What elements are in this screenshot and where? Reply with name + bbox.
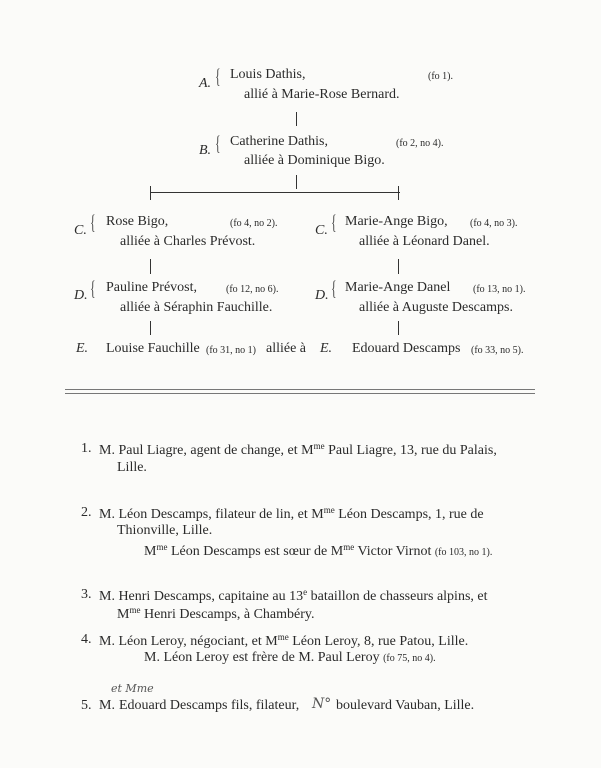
folio-ref-c-left: (fo 4, no 2). [230, 218, 278, 229]
generation-label-d-left: D. [74, 288, 88, 303]
entry-line: M. [99, 698, 115, 713]
brace-c-right: { [331, 210, 337, 234]
entry-line: Lille. [117, 460, 147, 475]
spouse-c-right: alliée à Léonard Danel. [359, 234, 490, 249]
brace-b: { [215, 131, 221, 155]
spouse-d-right: alliée à Auguste Descamps. [359, 300, 513, 315]
entry-line: boulevard Vauban, Lille. [336, 698, 475, 713]
brace-d-right: { [331, 276, 337, 300]
entry-line: M. Léon Leroy, négociant, et $M^{me}$ Léon Leroy, 8, rue Patou, Lille. [99, 632, 469, 649]
generation-label-c-right: C. [315, 223, 328, 238]
entry-line: M. Henri Descamps, capitaine au 13e bataillon de chasseurs alpins, et [99, 587, 488, 604]
entry-note: $M^{me}$ Léon Descamps est sœur de $M^{me}$ Victor Virnot (fo 103, no 1). [144, 542, 493, 559]
generation-label-c-left: C. [74, 223, 87, 238]
generation-label-d-right: D. [315, 288, 329, 303]
entry-number: 3. [81, 587, 92, 602]
branch-left-drop [150, 186, 151, 200]
entry-number: 4. [81, 632, 92, 647]
person-name-b: Catherine Dathis, [230, 134, 328, 149]
handwritten-annotation: et Mme [111, 682, 154, 695]
connector-d-e-right [398, 321, 399, 335]
folio-ref-e-right: (fo 33, no 5). [471, 345, 524, 356]
entry-note: M. Léon Leroy est frère de M. Paul Leroy (fo 75, no 4). [144, 650, 436, 665]
connector-c-d-left [150, 259, 151, 274]
entry-line: $M^{me}$ Henri Descamps, à Chambéry. [117, 605, 315, 622]
folio-ref-d-right: (fo 13, no 1). [473, 284, 526, 295]
person-name-a: Louis Dathis, [230, 67, 306, 82]
entry-line: M. Paul Liagre, agent de change, et $M^{me}$ Paul Liagre, 13, rue du Palais, [99, 441, 497, 458]
folio-ref-d-left: (fo 12, no 6). [226, 284, 279, 295]
person-name-d-right: Marie-Ange Danel [345, 280, 451, 295]
entry-line: Thionville, Lille. [117, 523, 213, 538]
entry-number: 2. [81, 505, 92, 520]
person-name-e-left: Louise Fauchille [106, 341, 200, 356]
folio-ref-a: (fo 1). [428, 71, 453, 82]
brace-a: { [215, 64, 221, 88]
person-name-d-left: Pauline Prévost, [106, 280, 197, 295]
person-name-c-right: Marie-Ange Bigo, [345, 214, 448, 229]
double-rule-top [65, 389, 535, 390]
entry-number: 1. [81, 441, 92, 456]
branch-bar [150, 192, 400, 193]
folio-ref-e-left: (fo 31, no 1) [206, 345, 256, 356]
alliance-tail-e-left: alliée à [266, 341, 307, 356]
generation-label-e-left: E. [76, 341, 89, 356]
brace-d-left: { [90, 276, 96, 300]
connector-b-split [296, 175, 297, 189]
double-rule-bottom [65, 393, 535, 394]
spouse-c-left: alliée à Charles Prévost. [120, 234, 256, 249]
entry-number: 5. [81, 698, 92, 713]
connector-a-b [296, 112, 297, 126]
entry-line: Edouard Descamps fils, filateur, [119, 698, 300, 713]
generation-label-e-right: E. [320, 341, 333, 356]
generation-label-b: B. [199, 143, 212, 158]
connector-d-e-left [150, 321, 151, 335]
handwritten-number: N° [312, 696, 332, 712]
brace-c-left: { [90, 210, 96, 234]
entry-line: M. Léon Descamps, filateur de lin, et $M^{me}$ Léon Descamps, 1, rue de [99, 505, 484, 522]
spouse-b: alliée à Dominique Bigo. [244, 153, 385, 168]
person-name-e-right: Edouard Descamps [352, 341, 461, 356]
branch-right-drop [398, 186, 399, 200]
folio-ref-b: (fo 2, no 4). [396, 138, 444, 149]
folio-ref-c-right: (fo 4, no 3). [470, 218, 518, 229]
generation-label-a: A. [199, 76, 212, 91]
spouse-a: allié à Marie-Rose Bernard. [244, 87, 400, 102]
spouse-d-left: alliée à Séraphin Fauchille. [120, 300, 273, 315]
person-name-c-left: Rose Bigo, [106, 214, 169, 229]
connector-c-d-right [398, 259, 399, 274]
